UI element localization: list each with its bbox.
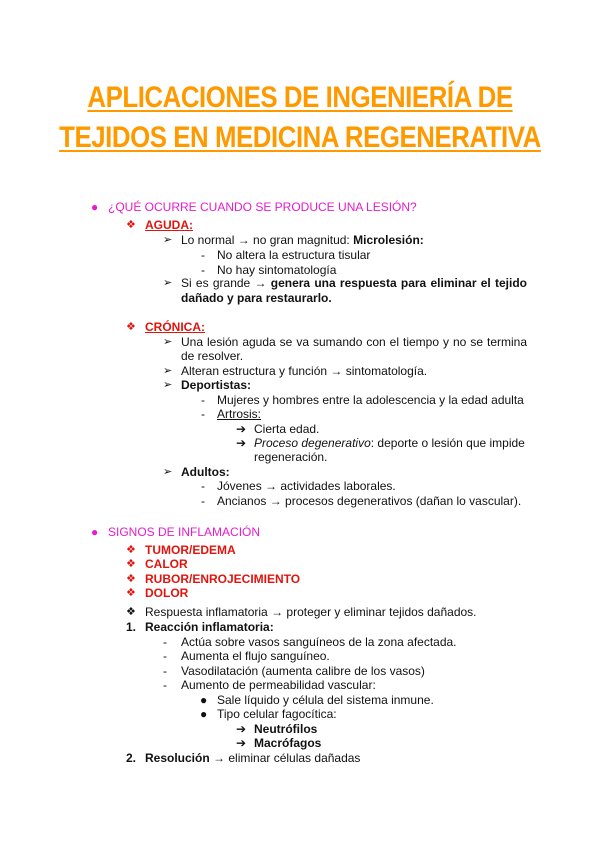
artrosis-item-2-cont: regeneración. xyxy=(254,450,328,464)
adultos-sub-2: Ancianos → procesos degenerativos (dañan lo vascular). xyxy=(217,494,522,508)
arrow-icon: ➔ xyxy=(236,722,247,736)
dash-icon: - xyxy=(201,393,205,407)
list-number-1: 1. xyxy=(126,620,137,634)
fagocitica-neutrofilos: Neutrófilos xyxy=(254,722,318,736)
reaccion-sub-2: Aumenta el flujo sanguíneo. xyxy=(181,649,330,663)
dash-icon: - xyxy=(201,494,205,508)
aguda-sub-2: No hay sintomatología xyxy=(217,263,337,277)
diamond-icon: ❖ xyxy=(126,544,136,556)
artrosis-item-1: Cierta edad. xyxy=(254,422,320,436)
list-number-2: 2. xyxy=(126,751,137,765)
diamond-icon: ❖ xyxy=(126,587,136,599)
deportistas-sub-2: Artrosis: xyxy=(217,407,262,421)
deportistas-sub-1: Mujeres y hombres entre la adolescencia y la edad adulta xyxy=(217,393,524,407)
dash-icon: - xyxy=(163,635,167,649)
arrowhead-icon: ➢ xyxy=(163,466,173,478)
aguda-item-1: Lo normal → no gran magnitud: Microlesión: xyxy=(181,233,424,247)
dash-icon: - xyxy=(163,664,167,678)
diamond-icon: ❖ xyxy=(126,573,136,585)
diamond-icon: ❖ xyxy=(126,219,136,231)
section-heading-inflamacion: SIGNOS DE INFLAMACIÓN xyxy=(108,525,261,539)
dot-icon: ● xyxy=(200,693,208,707)
arrowhead-icon: ➢ xyxy=(163,234,173,246)
respuesta-inflamatoria: Respuesta inflamatoria → proteger y eliminar tejidos dañados. xyxy=(145,605,477,619)
fagocitica-macrofagos: Macrófagos xyxy=(254,736,322,750)
bullet-icon: ● xyxy=(91,525,99,539)
sign-dolor: DOLOR xyxy=(145,586,189,600)
reaccion-sub-1: Actúa sobre vasos sanguíneos de la zona afectada. xyxy=(181,635,457,649)
dash-icon: - xyxy=(201,263,205,277)
permeabilidad-item-2: Tipo celular fagocítica: xyxy=(217,707,337,721)
arrow-icon: ➔ xyxy=(236,422,247,436)
sign-rubor: RUBOR/ENROJECIMIENTO xyxy=(145,572,301,586)
sign-tumor: TUMOR/EDEMA xyxy=(145,543,236,557)
bullet-icon: ● xyxy=(91,200,99,214)
arrowhead-icon: ➢ xyxy=(163,365,173,377)
title-line-1: APLICACIONES DE INGENIERÍA DE xyxy=(87,81,513,114)
cronica-item-2: Alteran estructura y función → sintomatología. xyxy=(181,364,428,378)
arrow-icon: ➔ xyxy=(236,736,247,750)
aguda-sub-1: No altera la estructura tisular xyxy=(217,248,371,262)
permeabilidad-item-1: Sale líquido y célula del sistema inmune. xyxy=(217,693,434,707)
dash-icon: - xyxy=(163,649,167,663)
arrowhead-icon: ➢ xyxy=(163,379,173,391)
cronica-item-4: Adultos: xyxy=(181,465,230,479)
dot-icon: ● xyxy=(200,707,208,721)
cronica-item-1-cont: de resolver. xyxy=(181,349,244,363)
diamond-icon: ❖ xyxy=(126,321,136,333)
aguda-item-2-cont: dañado y para restaurarlo. xyxy=(181,291,332,305)
cronica-item-3: Deportistas: xyxy=(181,378,252,392)
diamond-icon: ❖ xyxy=(126,606,136,618)
adultos-sub-1: Jóvenes → actividades laborales. xyxy=(217,479,396,493)
resolucion-line: Resolución → eliminar células dañadas xyxy=(145,751,361,765)
dash-icon: - xyxy=(201,479,205,493)
cronica-item-1: Una lesión aguda se va sumando con el tiempo y no se termina xyxy=(181,335,527,349)
label-aguda: AGUDA: xyxy=(145,218,193,232)
arrowhead-icon: ➢ xyxy=(163,336,173,348)
page-title xyxy=(42,78,558,158)
dash-icon: - xyxy=(201,248,205,262)
diamond-icon: ❖ xyxy=(126,558,136,570)
aguda-item-2: Si es grande → genera una respuesta para eliminar el tejido xyxy=(181,276,528,290)
title-line-2: TEJIDOS EN MEDICINA REGENERATIVA xyxy=(59,121,541,154)
arrowhead-icon: ➢ xyxy=(163,277,173,289)
dash-icon: - xyxy=(163,678,167,692)
arrow-icon: ➔ xyxy=(236,436,247,450)
reaccion-sub-3: Vasodilatación (aumenta calibre de los vasos) xyxy=(181,664,425,678)
reaccion-label: Reacción inflamatoria: xyxy=(145,620,274,634)
sign-calor: CALOR xyxy=(145,557,188,571)
section-heading-lesion: ¿QUÉ OCURRE CUANDO SE PRODUCE UNA LESIÓN? xyxy=(108,200,417,214)
reaccion-sub-4: Aumento de permeabilidad vascular: xyxy=(181,678,376,692)
artrosis-item-2: Proceso degenerativo: deporte o lesión que impide xyxy=(254,436,525,450)
dash-icon: - xyxy=(201,407,205,421)
label-cronica: CRÓNICA: xyxy=(145,320,205,334)
